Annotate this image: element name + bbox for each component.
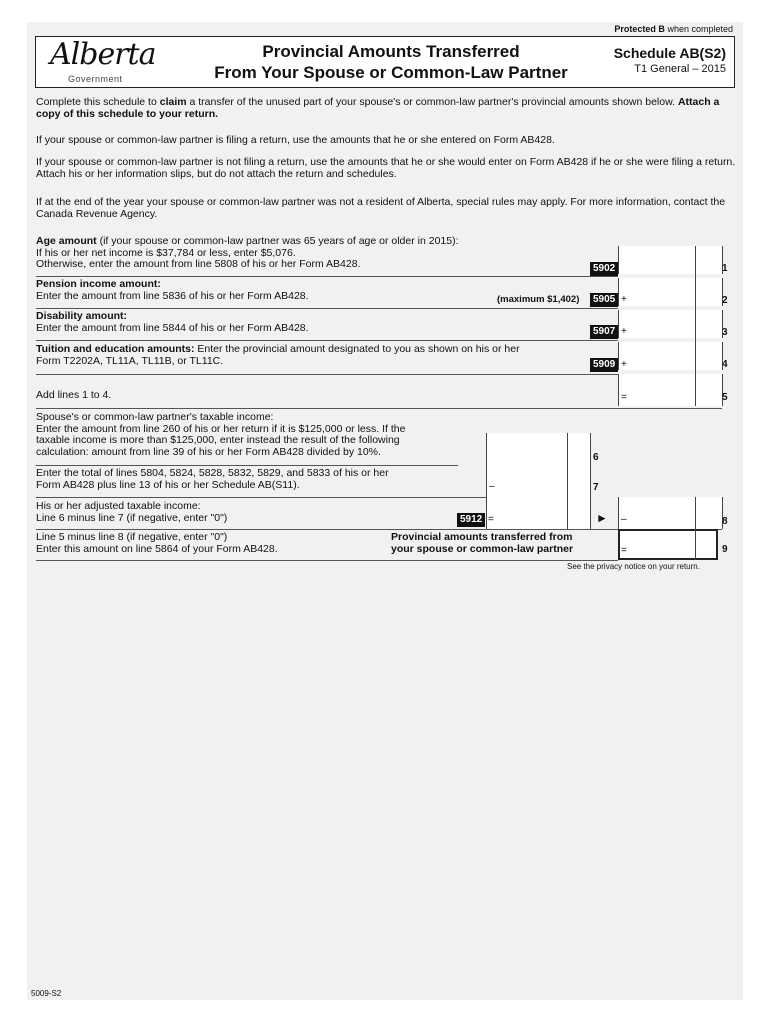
arrow-right-icon: ►: [596, 511, 608, 525]
line-1-label: Age amount (if your spouse or common-law partner was 65 years of age or older in 2015): If his or her net income is $37,784 or less, enter $5,076. Otherwise, enter the amount from line 5808 of his or her Form AB428.: [36, 235, 459, 270]
line-5-amount-field[interactable]: [618, 374, 723, 406]
form-header: [35, 36, 735, 88]
line-9-label: Line 5 minus line 8 (if negative, enter "0") Enter this amount on line 5864 of your Form AB428.: [36, 531, 278, 555]
line-number-6: 6: [593, 452, 599, 463]
equals-sign: =: [621, 545, 627, 556]
cents-separator: [695, 246, 696, 406]
privacy-notice: See the privacy notice on your return.: [567, 562, 700, 571]
intro-paragraph-2: If your spouse or common-law partner is filing a return, use the amounts that he or she entered on Form AB428.: [36, 134, 555, 146]
logo-subtitle: Government: [68, 74, 123, 84]
line-4-label: Tuition and education amounts: Enter the provincial amount designated to you as shown on his or her Form T2202A, TL11A, TL11B, or TL11C.: [36, 343, 520, 367]
line-9-amount-field[interactable]: [618, 529, 718, 560]
minus-sign: –: [489, 481, 495, 492]
line-number-9: 9: [722, 544, 728, 555]
divider: [36, 276, 618, 277]
protected-label: Protected B when completed: [614, 24, 733, 34]
line-number-1: 1: [722, 263, 728, 274]
line-8-label: His or her adjusted taxable income: Line 6 minus line 7 (if negative, enter "0"): [36, 500, 228, 524]
line-code-5902: 5902: [590, 262, 618, 276]
logo-wordmark: Alberta: [50, 37, 156, 72]
divider: [36, 374, 618, 375]
cents-separator: [567, 465, 568, 497]
line-number-7: 7: [593, 482, 599, 493]
intro-paragraph-3: If your spouse or common-law partner is not filing a return, use the amounts that he or she would enter on Form AB428 if he or she were filing a return. Attach his or her information slips, but do not attach the return and schedules.: [36, 156, 736, 180]
minus-sign: –: [621, 514, 627, 525]
line-4-amount-field[interactable]: [618, 342, 723, 370]
t1-general-year: T1 General – 2015: [634, 63, 726, 75]
plus-sign: +: [621, 326, 627, 337]
schedule-id: Schedule AB(S2): [613, 45, 726, 61]
line-7-label: Enter the total of lines 5804, 5824, 5828, 5832, 5829, and 5833 of his or her Form AB428 plus line 13 of his or her Schedule AB(S11).: [36, 467, 389, 491]
form-page: [27, 22, 743, 1000]
divider: [36, 308, 618, 309]
line-3-amount-field[interactable]: [618, 310, 723, 338]
line-number-5: 5: [722, 392, 728, 403]
line-number-4: 4: [722, 359, 728, 370]
line-code-5905: 5905: [590, 293, 618, 307]
line-number-8: 8: [722, 516, 728, 527]
line-number-2: 2: [722, 295, 728, 306]
line-1-amount-field[interactable]: [618, 246, 723, 274]
line-5-label: Add lines 1 to 4.: [36, 389, 112, 401]
line-6-label: Spouse's or common-law partner's taxable income: Enter the amount from line 260 of his or her return if it is $125,000 or less. If the taxable income is more than $125,000, enter instead the result of the following calculation: amount from line 39 of his or her Form AB428 divided by 10%.: [36, 411, 406, 458]
alberta-logo: [46, 37, 158, 87]
cents-separator: [567, 433, 568, 465]
form-title: Provincial Amounts Transferred From Your Spouse or Common-Law Partner: [214, 42, 568, 82]
line-8-left-amount-field[interactable]: [486, 497, 591, 529]
intro-paragraph-1: Complete this schedule to claim a transfer of the unused part of your spouse's or common-law partner's provincial amounts shown below. Attach a copy of this schedule to your return.: [36, 96, 720, 120]
cents-separator: [567, 497, 568, 529]
cents-separator: [695, 529, 696, 560]
pension-maximum: (maximum $1,402): [497, 294, 580, 305]
line-8-right-amount-field[interactable]: [618, 497, 723, 529]
divider: [36, 408, 722, 409]
equals-sign: =: [621, 392, 627, 403]
plus-sign: +: [621, 359, 627, 370]
line-2-label: Pension income amount: Enter the amount from line 5836 of his or her Form AB428.: [36, 278, 309, 302]
cents-separator: [695, 497, 696, 529]
line-code-5912: 5912: [457, 513, 485, 527]
line-3-label: Disability amount: Enter the amount from line 5844 of his or her Form AB428.: [36, 310, 309, 334]
plus-sign: +: [621, 294, 627, 305]
line-code-5907: 5907: [590, 325, 618, 339]
line-9-result-label: Provincial amounts transferred from your spouse or common-law partner: [391, 531, 574, 555]
line-number-3: 3: [722, 327, 728, 338]
line-2-amount-field[interactable]: [618, 278, 723, 306]
intro-paragraph-4: If at the end of the year your spouse or common-law partner was not a resident of Alberta, special rules may apply. For more information, contact the Canada Revenue Agency.: [36, 196, 726, 220]
equals-sign: =: [488, 514, 494, 525]
line-code-5909: 5909: [590, 358, 618, 372]
divider: [36, 340, 618, 341]
divider: [36, 560, 618, 561]
line-6-amount-field[interactable]: [486, 433, 591, 465]
divider: [36, 465, 458, 466]
form-number: 5009-S2: [31, 989, 62, 998]
line-7-amount-field[interactable]: [486, 465, 591, 497]
